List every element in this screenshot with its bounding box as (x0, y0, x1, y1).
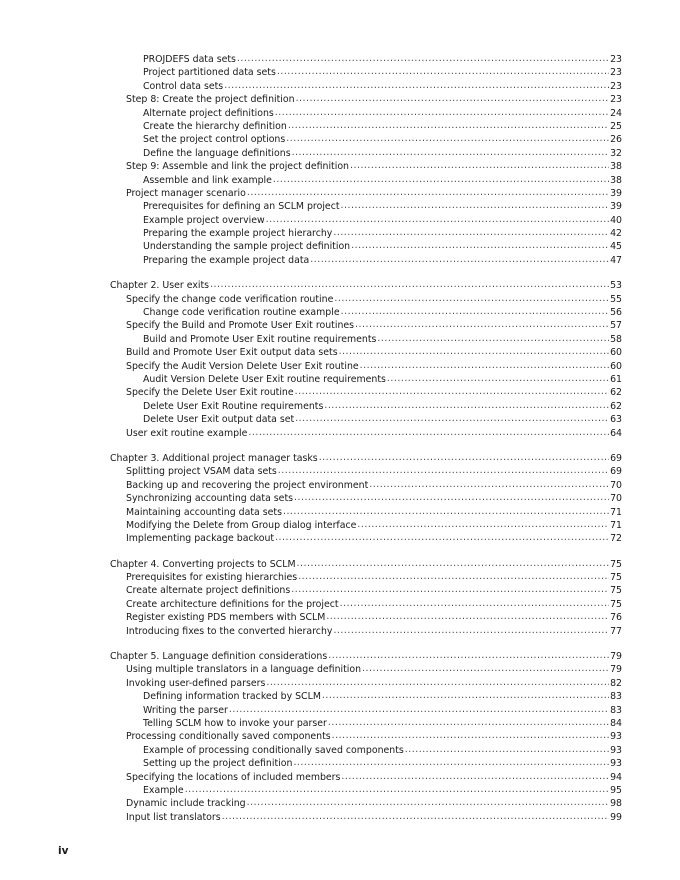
toc-entry[interactable] (110, 147, 622, 160)
toc-entry[interactable] (110, 771, 622, 784)
toc-entry[interactable] (110, 532, 622, 545)
toc-entry-title: Build and Promote User Exit output data sets (126, 347, 338, 359)
dot-leader (334, 292, 609, 305)
toc-entry-title: PROJDEFS data sets (143, 54, 236, 65)
toc-entry-title: Create architecture definitions for the project (126, 598, 339, 610)
toc-entry[interactable] (110, 187, 622, 200)
toc-entry-title: Prerequisites for defining an SCLM project (143, 201, 340, 213)
toc-entry-title: Invoking user-defined parsers (126, 677, 266, 689)
toc-entry-title: Implementing package backout (126, 533, 275, 545)
toc-entry-title: Chapter 4. Converting projects to SCLM (110, 558, 296, 570)
dot-leader (266, 676, 609, 689)
dot-leader (339, 345, 609, 358)
toc-entry-page: 70 (610, 493, 622, 505)
toc-entry-page: 71 (610, 506, 622, 518)
dot-leader (278, 464, 609, 477)
toc-entry-page: 26 (610, 134, 622, 146)
toc-entry-title: Step 9: Assemble and link the project definition (126, 161, 350, 173)
toc-entry-title: Change code verification routine example (143, 307, 340, 319)
toc-entry-page: 84 (610, 717, 622, 729)
toc-entry-title: Build and Promote User Exit routine requirements (143, 333, 377, 345)
toc-entry[interactable] (110, 717, 622, 730)
toc-entry-title: Step 8: Create the project definition (126, 94, 295, 106)
toc-entry[interactable] (110, 413, 622, 426)
toc-entry-page: 75 (610, 598, 622, 610)
dot-leader (377, 332, 609, 345)
toc-entry[interactable] (110, 107, 622, 120)
dot-leader (286, 132, 609, 145)
toc-entry-title: Using multiple translators in a language definition (126, 664, 362, 676)
toc-entry-page: 62 (610, 387, 622, 399)
toc-entry[interactable] (110, 519, 622, 532)
dot-leader (222, 810, 609, 823)
dot-leader (328, 716, 609, 729)
toc-entry-title: Set the project control options (143, 134, 286, 146)
toc-entry-page: 70 (610, 479, 622, 491)
toc-entry-title: Example (143, 784, 184, 796)
toc-entry[interactable] (110, 611, 622, 624)
toc-entry-page: 45 (610, 241, 622, 253)
dot-leader (332, 729, 609, 742)
dot-leader (275, 106, 609, 119)
toc-entry-title: Preparing the example project hierarchy (143, 228, 333, 240)
toc-entry[interactable] (110, 80, 622, 93)
dot-leader (295, 412, 609, 425)
toc-entry-page: 99 (610, 811, 622, 823)
toc-entry[interactable] (110, 120, 622, 133)
toc-entry-title: Defining information tracked by SCLM (143, 691, 321, 703)
dot-leader (322, 689, 609, 702)
toc-entry[interactable] (110, 584, 622, 597)
toc-entry[interactable] (110, 506, 622, 519)
dot-leader (283, 505, 609, 518)
toc-entry[interactable] (110, 306, 622, 319)
toc-chapter-entry[interactable] (110, 650, 622, 663)
toc-entry[interactable] (110, 730, 622, 743)
toc-entry-title: Audit Version Delete User Exit routine requirements (143, 373, 386, 385)
toc-entry[interactable] (110, 360, 622, 373)
toc-entry-page: 71 (610, 519, 622, 531)
toc-entry-title: Alternate project definitions (143, 107, 274, 119)
dot-leader (355, 318, 609, 331)
toc-entry[interactable] (110, 254, 622, 267)
toc-entry-title: Modifying the Delete from Group dialog interface (126, 519, 357, 531)
toc-entry-title: Define the language definitions (143, 147, 291, 159)
dot-leader (288, 119, 609, 132)
toc-entry[interactable] (110, 53, 622, 66)
toc-entry-page: 38 (610, 174, 622, 186)
toc-entry-page: 79 (610, 651, 622, 663)
toc-entry-page: 93 (610, 744, 622, 756)
dot-leader (362, 662, 609, 675)
toc-entry-title: Writing the parser (143, 704, 228, 716)
toc-entry-title: Preparing the example project data (143, 254, 310, 266)
toc-entry-title: Maintaining accounting data sets (126, 506, 282, 518)
dot-leader (185, 783, 609, 796)
toc-entry-page: 95 (610, 784, 622, 796)
toc-entry-page: 75 (610, 585, 622, 597)
toc-entry-title: Register existing PDS members with SCLM (126, 612, 326, 624)
page-number: iv (58, 845, 69, 857)
toc-entry-title: Example of processing conditionally saved components (143, 744, 404, 756)
toc-entry-page: 58 (610, 333, 622, 345)
toc-entry-page: 57 (610, 320, 622, 332)
toc-entry-page: 63 (610, 414, 622, 426)
toc-entry[interactable] (110, 663, 622, 676)
dot-leader (292, 146, 609, 159)
toc-entry-page: 32 (610, 147, 622, 159)
dot-leader (297, 557, 610, 570)
toc-entry-title: Understanding the sample project definition (143, 241, 351, 253)
dot-leader (357, 518, 609, 531)
toc-entry[interactable] (110, 240, 622, 253)
toc-entry[interactable] (110, 333, 622, 346)
toc-entry-page: 39 (610, 187, 622, 199)
toc-chapter-entry[interactable] (110, 452, 622, 465)
toc-entry-page: 82 (610, 677, 622, 689)
toc-entry-title: Setting up the project definition (143, 758, 293, 770)
dot-leader (340, 597, 609, 610)
toc-entry[interactable] (110, 797, 622, 810)
toc-entry[interactable] (110, 571, 622, 584)
dot-leader (229, 703, 609, 716)
toc-entry-page: 64 (610, 427, 622, 439)
toc-entry-page: 69 (610, 452, 622, 464)
toc-entry-page: 75 (610, 572, 622, 584)
toc-entry-page: 60 (610, 347, 622, 359)
dot-leader (387, 372, 609, 385)
toc-entry-page: 60 (610, 360, 622, 372)
dot-leader (210, 278, 609, 291)
dot-leader (324, 399, 609, 412)
toc-entry-title: Specify the Build and Promote User Exit routines (126, 320, 355, 332)
toc-entry-title: Dynamic include tracking (126, 798, 246, 810)
toc-entry-title: Telling SCLM how to invoke your parser (143, 717, 327, 729)
toc-entry[interactable] (110, 690, 622, 703)
toc-entry-page: 75 (610, 558, 622, 570)
toc-chapter-entry[interactable] (110, 279, 622, 292)
toc-entry[interactable] (110, 492, 622, 505)
toc-entry-page: 83 (610, 691, 622, 703)
toc-entry[interactable] (110, 174, 622, 187)
toc-entry-page: 61 (610, 373, 622, 385)
toc-entry-title: Introducing fixes to the converted hierarchy (126, 625, 333, 637)
toc-entry[interactable] (110, 227, 622, 240)
dot-leader (341, 305, 609, 318)
toc-entry-page: 55 (610, 293, 622, 305)
dot-leader (369, 478, 609, 491)
toc-entry[interactable] (110, 319, 622, 332)
dot-leader (333, 624, 609, 637)
dot-leader (237, 52, 609, 65)
toc-entry[interactable] (110, 66, 622, 79)
toc-entry-page: 56 (610, 307, 622, 319)
toc-entry[interactable] (110, 346, 622, 359)
toc-entry[interactable] (110, 214, 622, 227)
dot-leader (291, 583, 609, 596)
dot-leader (351, 239, 609, 252)
toc-entry-page: 23 (610, 94, 622, 106)
toc-entry[interactable] (110, 744, 622, 757)
toc-entry-title: Splitting project VSAM data sets (126, 466, 277, 478)
dot-leader (295, 385, 609, 398)
toc-entry[interactable] (110, 373, 622, 386)
dot-leader (341, 770, 609, 783)
toc-entry-title: Create alternate project definitions (126, 585, 291, 597)
toc-entry[interactable] (110, 93, 622, 106)
toc-entry-title: Example project overview (143, 214, 265, 226)
toc-entry[interactable] (110, 757, 622, 770)
toc-entry-page: 76 (610, 612, 622, 624)
toc-entry-page: 25 (610, 120, 622, 132)
dot-leader (319, 451, 609, 464)
toc-entry-page: 94 (610, 771, 622, 783)
toc-entry-title: Chapter 2. User exits (110, 280, 210, 292)
toc-entry-page: 77 (610, 625, 622, 637)
dot-leader (296, 92, 609, 105)
toc-entry-title: Control data sets (143, 80, 224, 92)
toc-entry-title: User exit routine example (126, 427, 248, 439)
toc-entry[interactable] (110, 677, 622, 690)
toc-entry[interactable] (110, 784, 622, 797)
dot-leader (326, 610, 609, 623)
toc-entry-title: Project manager scenario (126, 187, 246, 199)
toc-entry-page: 23 (610, 67, 622, 79)
dot-leader (266, 213, 609, 226)
toc-entry-page: 38 (610, 161, 622, 173)
toc-entry-page: 39 (610, 201, 622, 213)
toc-chapter-entry[interactable] (110, 558, 622, 571)
toc-entry[interactable] (110, 625, 622, 638)
dot-leader (298, 570, 609, 583)
toc-entry-page: 42 (610, 228, 622, 240)
toc-entry-title: Specify the Audit Version Delete User Exit routine (126, 360, 359, 372)
dot-leader (405, 743, 609, 756)
dot-leader (350, 159, 609, 172)
dot-leader (277, 65, 609, 78)
toc-entry[interactable] (110, 133, 622, 146)
dot-leader (294, 491, 609, 504)
toc-entry-page: 47 (610, 254, 622, 266)
toc-entry[interactable] (110, 465, 622, 478)
dot-leader (293, 756, 609, 769)
toc-entry[interactable] (110, 386, 622, 399)
toc-entry-page: 23 (610, 54, 622, 65)
toc-entry[interactable] (110, 400, 622, 413)
toc-entry-title: Chapter 5. Language definition considerations (110, 651, 328, 663)
toc-entry[interactable] (110, 811, 622, 824)
dot-leader (248, 426, 609, 439)
toc-entry-page: 40 (610, 214, 622, 226)
dot-leader (341, 199, 610, 212)
table-of-contents (110, 53, 622, 824)
toc-entry-title: Specifying the locations of included members (126, 771, 341, 783)
toc-entry[interactable] (110, 704, 622, 717)
toc-entry-page: 93 (610, 731, 622, 743)
toc-entry-page: 23 (610, 80, 622, 92)
toc-entry[interactable] (110, 479, 622, 492)
toc-entry-title: Processing conditionally saved components (126, 731, 331, 743)
toc-entry-title: Input list translators (126, 811, 221, 823)
toc-entry-title: Backing up and recovering the project environment (126, 479, 369, 491)
toc-entry-title: Chapter 3. Additional project manager tasks (110, 452, 318, 464)
dot-leader (328, 649, 609, 662)
dot-leader (310, 253, 609, 266)
toc-entry-title: Create the hierarchy definition (143, 120, 287, 132)
toc-entry-title: Assemble and link example (143, 174, 272, 186)
toc-entry-page: 72 (610, 533, 622, 545)
toc-entry-title: Delete User Exit output data set (143, 414, 295, 426)
toc-entry-page: 83 (610, 704, 622, 716)
dot-leader (273, 173, 609, 186)
toc-entry-title: Prerequisites for existing hierarchies (126, 572, 298, 584)
toc-entry-title: Specify the Delete User Exit routine (126, 387, 294, 399)
dot-leader (247, 796, 609, 809)
toc-entry[interactable] (110, 160, 622, 173)
dot-leader (360, 359, 609, 372)
dot-leader (247, 186, 609, 199)
toc-entry-title: Project partitioned data sets (143, 67, 276, 79)
toc-entry-title: Specify the change code verification routine (126, 293, 334, 305)
dot-leader (275, 531, 609, 544)
toc-entry[interactable] (110, 200, 622, 213)
toc-entry-page: 79 (610, 664, 622, 676)
toc-entry[interactable] (110, 598, 622, 611)
toc-entry-page: 24 (610, 107, 622, 119)
toc-entry-page: 98 (610, 798, 622, 810)
toc-entry-page: 53 (610, 280, 622, 292)
toc-entry[interactable] (110, 293, 622, 306)
toc-entry[interactable] (110, 427, 622, 440)
toc-entry-title: Synchronizing accounting data sets (126, 493, 294, 505)
dot-leader (224, 79, 609, 92)
toc-entry-page: 69 (610, 466, 622, 478)
toc-entry-title: Delete User Exit Routine requirements (143, 400, 324, 412)
toc-entry-page: 62 (610, 400, 622, 412)
dot-leader (333, 226, 609, 239)
toc-entry-page: 93 (610, 758, 622, 770)
